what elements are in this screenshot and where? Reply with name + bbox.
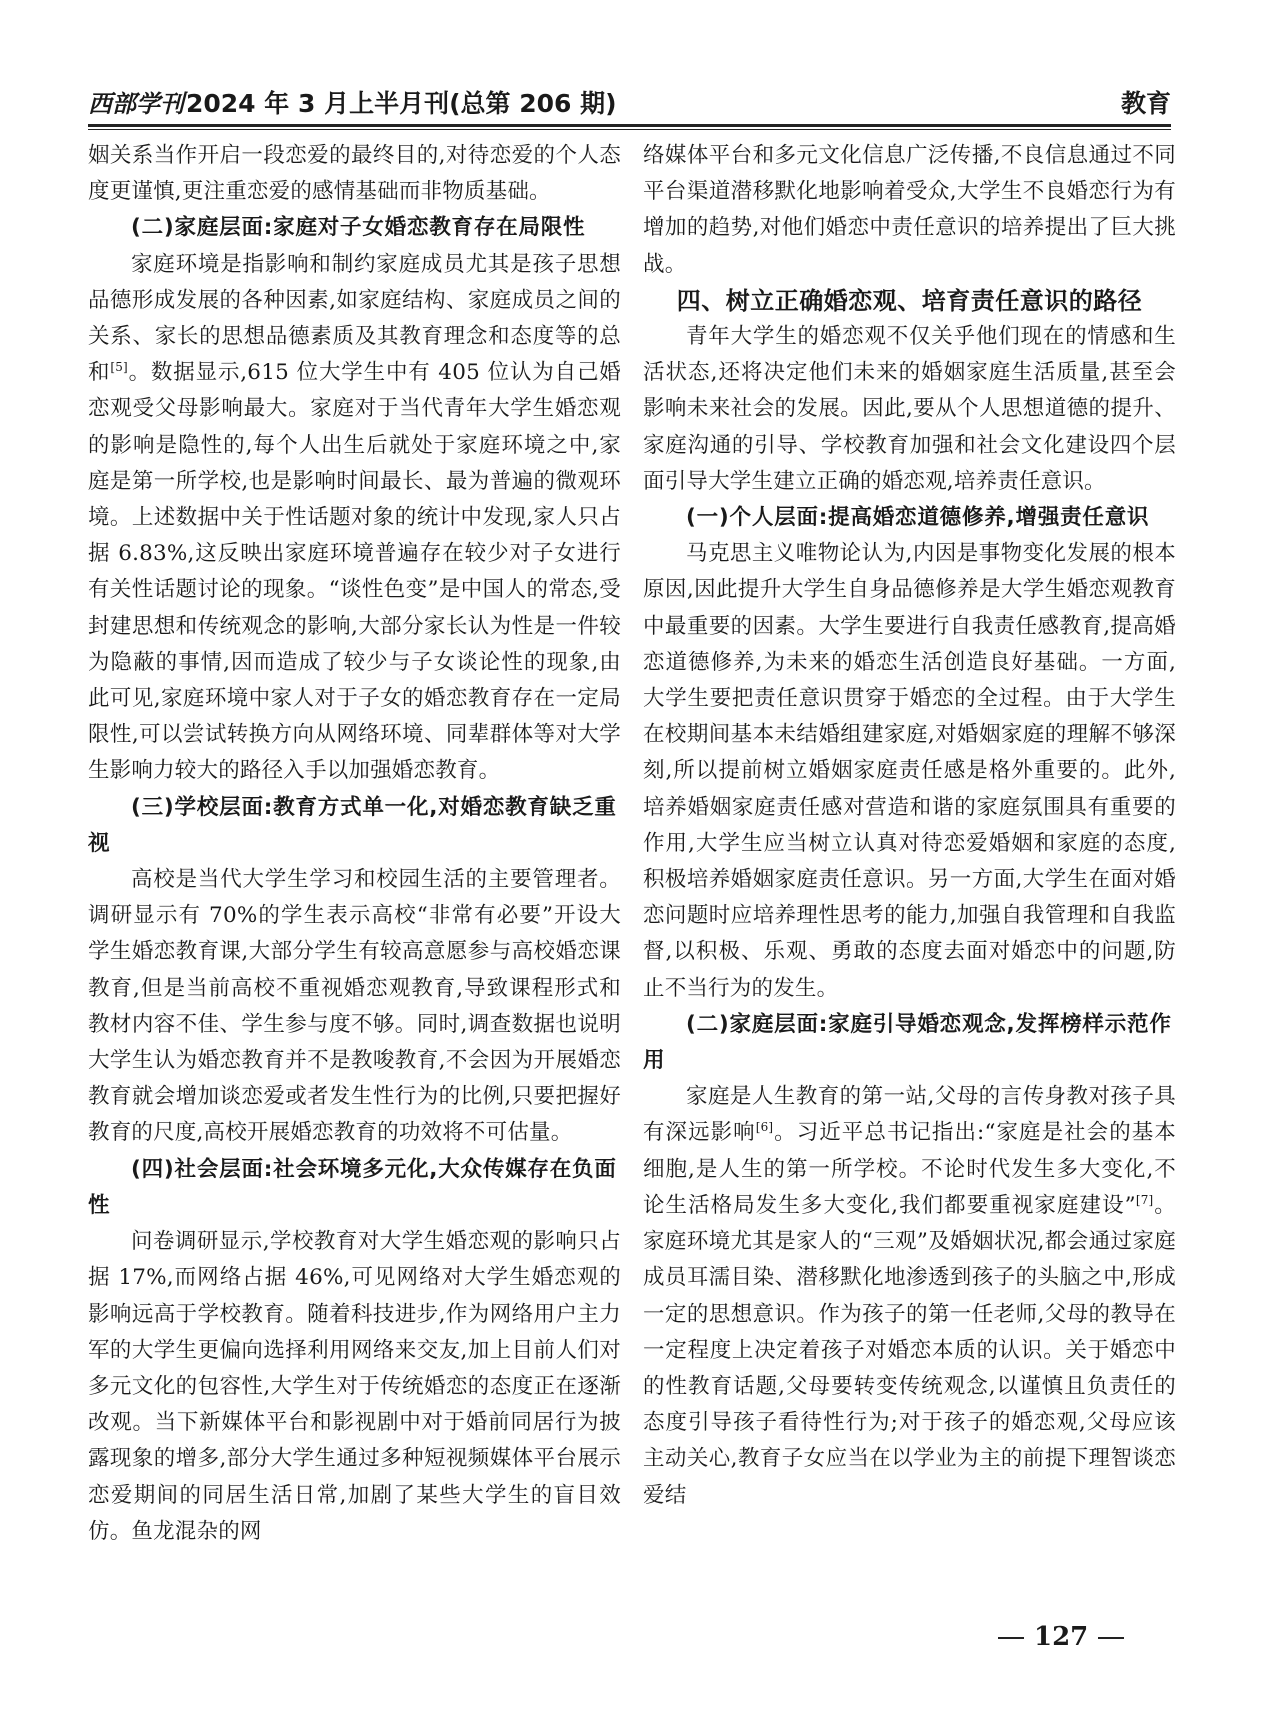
subsection-heading: (一)个人层面:提高婚恋道德修养,增强责任意识 [686,505,1150,531]
right-column [643,138,1176,1618]
journal-brand-logo: 西部学刊 [88,89,184,118]
citation-ref: [6] [755,1120,774,1135]
citation-ref: [7] [1135,1192,1154,1207]
subsection-heading: (二)家庭层面:家庭引导婚恋观念,发挥榜样示范作用 [643,1011,1172,1074]
paragraph: 家庭环境是指影响和制约家庭成员尤其是孩子思想品德形成发展的各种因素,如家庭结构、家庭成员之间的关系、家长的思想品德素质及其教育理念和态度等的总和[5]。数据显示,615 位大学生中有 405 位认为自己婚恋观受父母影响最大。家庭对于当代青年大学生婚恋观的影响是隐性的,每个人出生后就处于家庭环境之中,家庭是第一所学校,也是影响时间最长、最为普遍的微观环境。上述数据中关于性话题对象的统计中发现,家人只占据 6.83%,这反映出家庭环境普遍存在较少对子女进行有关性话题讨论的现象。“谈性色变”是中国人的常态,受封建思想和传统观念的影响,大部分家长认为性是一件较为隐蔽的事情,因而造成了较少与子女谈论性的现象,由此可见,家庭环境中家人对于子女的婚恋教育存在一定局限性,可以尝试转换方向从网络环境、同辈群体等对大学生影响力较大的路径入手以加强婚恋教育。 [88,251,621,784]
subsection-heading: (四)社会层面:社会环境多元化,大众传媒存在负面性 [88,1156,617,1218]
header-rule [88,124,1171,127]
page-header [88,84,1171,124]
paragraph: 问卷调研显示,学校教育对大学生婚恋观的影响只占据 17%,而网络占据 46%,可见网络对大学生婚恋观的影响远高于学校教育。随着科技进步,作为网络用户主力军的大学生更偏向选择利用网络来交友,加上目前人们对多元文化的包容性,大学生对于传统婚恋的态度正在逐渐改观。当下新媒体平台和影视剧中对于婚前同居行为披露现象的增多,部分大学生通过多种短视频媒体平台展示恋爱期间的同居生活日常,加剧了某些大学生的盲目效仿。鱼龙混杂的网 [88,1229,621,1544]
section-heading: 四、树立正确婚恋观、培育责任意识的路径 [676,286,1143,315]
header-rule-thin [88,129,1171,130]
issue-info: 2024 年 3 月上半月刊(总第 206 期) [186,89,617,118]
dash-right [1098,1637,1124,1639]
paragraph: 青年大学生的婚恋观不仅关乎他们现在的情感和生活状态,还将决定他们未来的婚姻家庭生活质量,甚至会影响未来社会的发展。因此,要从个人思想道德的提升、家庭沟通的引导、学校教育加强和社会文化建设四个层面引导大学生建立正确的婚恋观,培养责任意识。 [643,324,1176,494]
paragraph: 家庭是人生教育的第一站,父母的言传身教对孩子具有深远影响[6]。习近平总书记指出:“家庭是社会的基本细胞,是人生的第一所学校。不论时代发生多大变化,不论生活格局发生多大变化,我们都要重视家庭建设”[7]。家庭环境尤其是家人的“三观”及婚姻状况,都会通过家庭成员耳濡目染、潜移默化地渗透到孩子的头脑之中,形成一定的思想意识。作为孩子的第一任老师,父母的教导在一定程度上决定着孩子对婚恋本质的认识。关于婚恋中的性教育话题,父母要转变传统观念,以谨慎且负责任的态度引导孩子看待性行为;对于孩子的婚恋观,父母应该主动关心,教育子女应当在以学业为主的前提下理智谈恋爱结 [643,1084,1176,1508]
paragraph: 马克思主义唯物论认为,内因是事物变化发展的根本原因,因此提升大学生自身品德修养是大学生婚恋观教育中最重要的因素。大学生要进行自我责任感教育,提高婚恋道德修养,为未来的婚恋生活创造良好基础。一方面,大学生要把责任意识贯穿于婚恋的全过程。由于大学生在校期间基本未结婚组建家庭,对婚姻家庭的理解不够深刻,所以提前树立婚姻家庭责任感是格外重要的。此外,培养婚姻家庭责任感对营造和谐的家庭氛围具有重要的作用,大学生应当树立认真对待恋爱婚姻和家庭的态度,积极培养婚姻家庭责任意识。另一方面,大学生在面对婚恋问题时应培养理性思考的能力,加强自我管理和自我监督,以积极、乐观、勇敢的态度去面对婚恋中的问题,防止不当行为的发生。 [643,541,1176,1001]
journal-masthead [88,84,617,120]
subsection-heading: (三)学校层面:教育方式单一化,对婚恋教育缺乏重视 [88,794,617,856]
subsection-heading: (二)家庭层面:家庭对子女婚恋教育存在局限性 [131,215,586,241]
paragraph: 姻关系当作开启一段恋爱的最终目的,对待恋爱的个人态度更谨慎,更注重恋爱的感情基础而非物质基础。 [88,143,621,205]
paragraph: 络媒体平台和多元文化信息广泛传播,不良信息通过不同平台渠道潜移默化地影响着受众,大学生不良婚恋行为有增加的趋势,对他们婚恋中责任意识的培养提出了巨大挑战。 [643,143,1176,277]
paragraph: 高校是当代大学生学习和校园生活的主要管理者。调研显示有 70%的学生表示高校“非常有必要”开设大学生婚恋教育课,大部分学生有较高意愿参与高校婚恋课教育,但是当前高校不重视婚恋观教育,导致课程形式和教材内容不佳、学生参与度不够。同时,调查数据也说明大学生认为婚恋教育并不是教唆教育,不会因为开展婚恋教育就会增加谈恋爱或者发生性行为的比例,只要把握好教育的尺度,高校开展婚恋教育的功效将不可估量。 [88,867,621,1146]
dash-left [998,1637,1024,1639]
left-column [88,138,621,1618]
page-number: 127 [988,1622,1134,1652]
section-label: 教育 [1120,89,1171,118]
citation-ref: [5] [110,360,128,375]
